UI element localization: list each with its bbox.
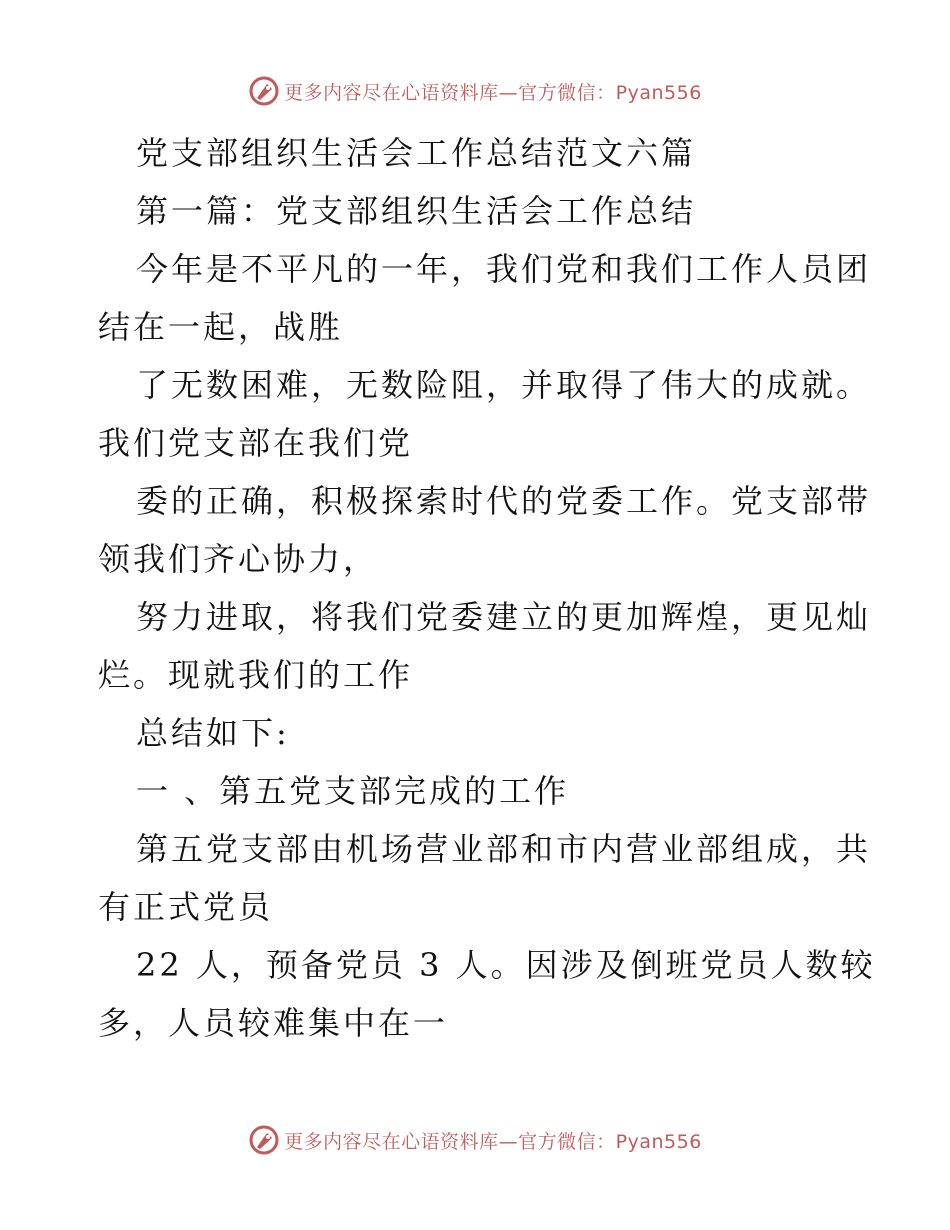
paragraph-line: 今年是不平凡的一年，我们党和我们工作人员团: [136, 250, 872, 288]
paragraph-line: 多，人员较难集中在一: [98, 1004, 449, 1042]
pen-nib-logo-icon: [248, 1124, 280, 1156]
paragraph-line: 有正式党员: [98, 888, 274, 926]
paragraph-line: 了无数困难，无数险阻，并取得了伟大的成就。: [136, 366, 872, 404]
header-banner: [0, 71, 950, 111]
document-body: [98, 124, 876, 1052]
pen-nib-logo-icon: [248, 75, 280, 107]
section-heading: 第一篇：党支部组织生活会工作总结: [136, 192, 697, 230]
paragraph-line: 第五党支部由机场营业部和市内营业部组成，共: [136, 830, 872, 868]
subsection-heading: 一 、第五党支部完成的工作: [136, 772, 570, 810]
paragraph-line: 领我们齐心协力，: [98, 540, 379, 578]
header-banner-text: 更多内容尽在心语资料库—官方微信：Pyan556: [284, 81, 702, 104]
paragraph-line: 烂。现就我们的工作: [98, 656, 414, 694]
paragraph-line: 总结如下:: [136, 714, 290, 752]
paragraph-line: 努力进取，将我们党委建立的更加辉煌，更见灿: [136, 598, 872, 636]
footer-banner: [0, 1120, 950, 1160]
footer-banner-text: 更多内容尽在心语资料库—官方微信：Pyan556: [284, 1130, 702, 1153]
paragraph-line: 委的正确，积极探索时代的党委工作。党支部带: [136, 482, 872, 520]
paragraph-line: 22 人，预备党员 3 人。因涉及倒班党员人数较: [136, 946, 876, 984]
document-title: 党支部组织生活会工作总结范文六篇: [136, 134, 697, 172]
paragraph-line: 我们党支部在我们党: [98, 424, 414, 462]
paragraph-line: 结在一起，战胜: [98, 308, 344, 346]
